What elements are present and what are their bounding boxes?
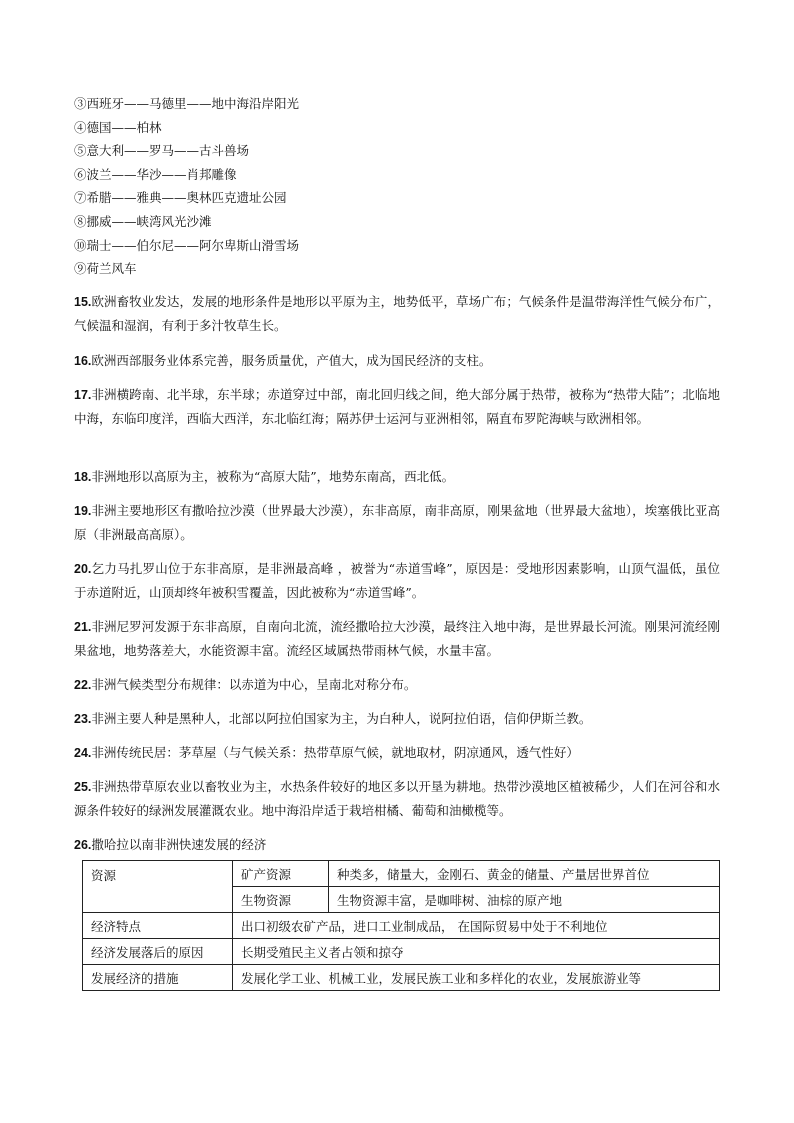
item-number: 25.: [74, 780, 92, 794]
table-cell: 生物资源丰富，是咖啡树、油棕的原产地: [329, 887, 720, 913]
list-item: ⑦希腊——雅典——奥林匹克遗址公园: [74, 190, 287, 206]
item-number: 15.: [74, 295, 92, 309]
paragraph-20: [74, 557, 720, 604]
paragraph-text: 非洲地形以高原为主，被称为“高原大陆”，地势东南高，西北低。: [91, 469, 455, 484]
paragraph-19: [74, 499, 720, 546]
paragraph-text: 欧洲畜牧业发达，发展的地形条件是地形以平原为主，地势低平，草场广布；气候条件是温带海洋性气候分布广，气候温和湿润，有利于多汁牧草生长。: [74, 294, 720, 333]
table-cell: 出口初级农矿产品，进口工业制成品， 在国际贸易中处于不利地位: [233, 913, 720, 939]
list-item: ⑤意大利——罗马——古斗兽场: [74, 143, 250, 159]
paragraph-text: 乞力马扎罗山位于东非高原，是非洲最高峰 ，被誉为“赤道雪峰”，原因是：受地形因素影响，山顶气温低，虽位于赤道附近，山顶却终年被积雪覆盖，因此被称为“赤道雪峰”。: [74, 561, 720, 600]
landmark-list: [74, 92, 299, 281]
item-number: 18.: [74, 470, 92, 484]
list-item: ⑥波兰——华沙——肖邦雕像: [74, 166, 237, 182]
list-item: ④德国——柏林: [74, 119, 162, 135]
paragraph-18: [74, 465, 720, 489]
paragraph-text: 非洲气候类型分布规律：以赤道为中心，呈南北对称分布。: [91, 677, 417, 692]
item-number: 22.: [74, 678, 92, 692]
paragraph-text: 非洲热带草原农业以畜牧业为主，水热条件较好的地区多以开垦为耕地。热带沙漠地区植被稀少，人们在河谷和水源条件较好的绿洲发展灌溉农业。地中海沿岸适于栽培柑橘、葡萄和油橄榄等。: [74, 779, 720, 818]
paragraph-16: [74, 349, 720, 373]
paragraph-text: 非洲传统民居：茅草屋（与气候关系：热带草原气候，就地取材，阴凉通风，透气性好）: [91, 745, 579, 760]
item-number: 19.: [74, 504, 92, 518]
paragraph-text: 非洲尼罗河发源于东非高原，自南向北流，流经撒哈拉大沙漠，最终注入地中海，是世界最长河流。刚果河流经刚果盆地，地势落差大，水能资源丰富。流经区域属热带雨林气候，水量丰富。: [74, 619, 720, 658]
table-cell: 经济发展落后的原因: [83, 939, 233, 965]
item-number: 24.: [74, 746, 92, 760]
section-heading-26: [74, 833, 720, 857]
table-row: [83, 913, 720, 939]
economy-table: [82, 860, 720, 991]
paragraph-text: 非洲主要人种是黑种人，北部以阿拉伯国家为主，为白种人，说阿拉伯语，信仰伊斯兰教。: [91, 711, 592, 726]
paragraph-25: [74, 775, 720, 822]
table-cell: 生物资源: [233, 887, 329, 913]
paragraph-text: 非洲横跨南、北半球，东半球；赤道穿过中部，南北回归线之间，绝大部分属于热带，被称为“热带大陆”；北临地中海，东临印度洋，西临大西洋，东北临红海；隔苏伊士运河与亚洲相邻，隔直布罗陀海峡与欧洲相邻。: [74, 387, 720, 426]
paragraph-15: [74, 290, 720, 337]
item-number: 26.: [74, 838, 92, 852]
list-item: ⑨荷兰风车: [74, 261, 137, 277]
table-cell: 长期受殖民主义者占领和掠夺: [233, 939, 720, 965]
item-number: 17.: [74, 388, 92, 402]
item-number: 21.: [74, 620, 92, 634]
table-cell: 种类多，储量大，金刚石、黄金的储量、产量居世界首位: [329, 861, 720, 887]
paragraph-17: [74, 383, 720, 430]
list-item: ⑩瑞士——伯尔尼——阿尔卑斯山滑雪场: [74, 237, 300, 253]
item-number: 20.: [74, 562, 92, 576]
item-number: 23.: [74, 712, 92, 726]
paragraph-22: [74, 673, 720, 697]
table-cell: 发展经济的措施: [83, 965, 233, 991]
paragraph-23: [74, 707, 720, 731]
paragraph-21: [74, 615, 720, 662]
paragraph-text: 欧洲西部服务业体系完善，服务质量优，产值大，成为国民经济的支柱。: [91, 353, 492, 368]
table-row: [83, 861, 720, 887]
table-cell: 发展化学工业、机械工业，发展民族工业和多样化的农业，发展旅游业等: [233, 965, 720, 991]
table-cell: 经济特点: [83, 913, 233, 939]
table-row: [83, 965, 720, 991]
paragraph-text: 非洲主要地形区有撒哈拉沙漠（世界最大沙漠），东非高原，南非高原，刚果盆地（世界最大盆地），埃塞俄比亚高原（非洲最高高原）。: [74, 503, 720, 542]
list-item: ③西班牙——马德里——地中海沿岸阳光: [74, 96, 300, 111]
table-row: [83, 939, 720, 965]
table-cell: 资源: [83, 861, 233, 913]
heading-text: 撒哈拉以南非洲快速发展的经济: [91, 837, 267, 852]
list-item: ⑧挪威——峡湾风光沙滩: [74, 213, 212, 229]
table-cell: 矿产资源: [233, 861, 329, 887]
item-number: 16.: [74, 354, 92, 368]
paragraph-24: [74, 741, 720, 765]
